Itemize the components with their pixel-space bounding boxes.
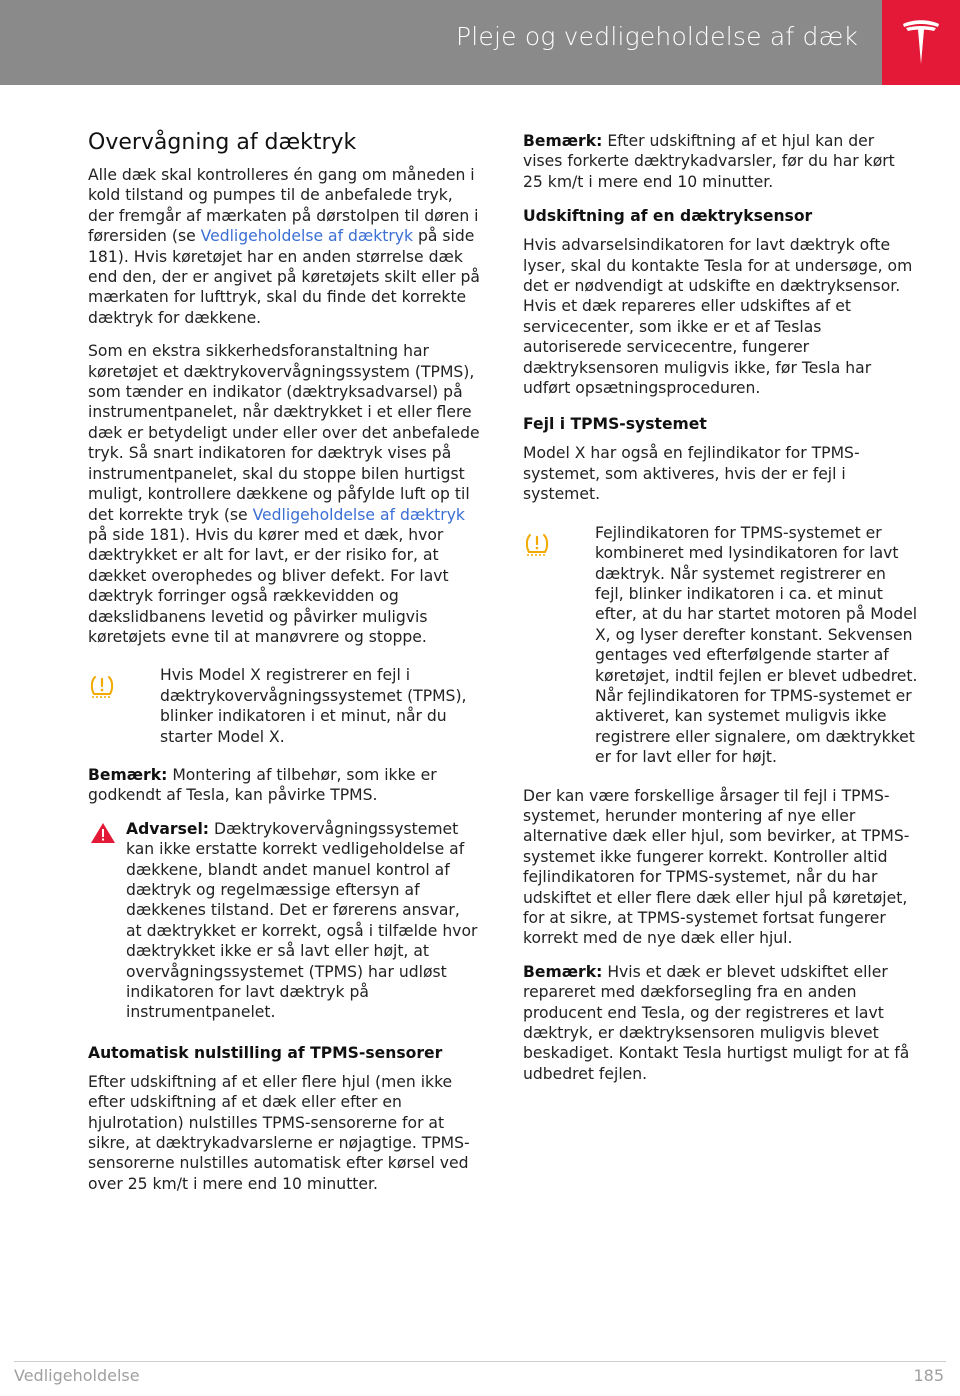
tire-pressure-indicator-icon [523,531,551,562]
note: Bemærk: Montering af tilbehør, som ikke er godkendt af Tesla, kan påvirke TPMS. [88,765,437,805]
page-header [0,0,882,85]
right-column [523,131,918,1097]
link-tire-pressure[interactable]: Vedligeholdelse af dæktryk [200,227,414,246]
footer-section: Vedligeholdelse [14,1366,140,1385]
warning-text: Advarsel: Dæktrykovervågningssystemet kan ikke erstatte korrekt vedligeholdelse af dækkene, blandt andet manuel kontrol af dæktryk og regelmæssige eftersyn af dækkenes tilstand. Det er førerens ansvar, at dæktrykket er korrekt, også i tilfælde hvor dæktrykket ikke er så lavt eller højt, at overvågningssystemet (TPMS) har udløst indikatoren for lavt dæktryk på instrumentpanelet. [126,819,478,1022]
left-column [88,128,480,1207]
callout-text: Hvis Model X registrerer en fejl i dæktrykovervågningssystemet (TPMS), blinker indikatoren i et minut, når du starter Model X. [160,666,467,746]
subheading: Automatisk nulstilling af TPMS-sensorer [88,1043,443,1062]
page-number: 185 [913,1366,944,1385]
warning-triangle-icon [90,822,116,849]
section-heading: Overvågning af dæktryk [88,130,357,155]
callout-text: Fejlindikatoren for TPMS-systemet er kombineret med lysindikatoren for lavt dæktryk. Når systemet registrerer en fejl, blinker indikatoren i ca. et minut efter, at du har startet motoren på Model X, og lyser derefter konstant. Sekvensen gentages ved efterfølgende starter af køretøjet, indtil fejlen er blevet udbedret. Når fejlindikatoren for TPMS-systemet er aktiveret, kan systemet muligvis ikke registrere eller signalere, om dæktrykket er for lavt eller for højt. [595,523,918,767]
tesla-logo-icon [901,18,941,66]
link-tire-pressure[interactable]: Vedligeholdelse af dæktryk [252,505,465,524]
note: Bemærk: Efter udskiftning af et hjul kan der vises forkerte dæktrykadvarsler, før du har kørt 25 km/t i mere end 10 minutter. [523,132,895,191]
paragraph: Der kan være forskellige årsager til fejl i TPMS-systemet, herunder montering af nye eller alternative dæk eller hjul, som bevirker, at TPMS-systemet ikke fungerer korrekt. Kontroller altid fejlindikatoren for TPMS-systemet, når du har udskiftet et eller flere dæk eller hjul på køretøjet, for at sikre, at TPMS-systemet fortsat fungerer korrekt med de nye dæk eller hjul. [523,786,910,948]
indicator-callout [88,665,480,747]
paragraph: Som en ekstra sikkerhedsforanstaltning har køretøjet et dæktrykovervågningssystem (TPMS), som tænder en indikator (dæktryksadvarsel) på instrumentpanelet, når dæktrykket i et eller flere dæk er betydeligt under eller over det anbefalede tryk. Så snart indikatoren for dæktryk vises på instrumentpanelet, skal du stoppe bilen hurtigst muligt, kontrollere dækkene og påfylde luft op til det korrekte tryk (se Vedligeholdelse af dæktryk på side 181). Hvis du kører med et dæk, hvor dæktrykket er alt for lavt, er der risiko for, at dækket overophedes og bliver defekt. For lavt dæktryk forringer også rækkevidden og dækslidbanens levetid og påvirker muligvis køretøjets evne til at manøvrere og stoppe. [88,342,480,646]
paragraph: Efter udskiftning af et eller flere hjul (men ikke efter udskiftning af et dæk eller efter en hjulrotation) nulstilles TPMS-sensorerne for at sikre, at dæktrykadvarslerne er nøjagtige. TPMS-sensorerne nulstilles automatisk efter kørsel ved over 25 km/t i mere end 10 minutter. [88,1072,470,1193]
subheading: Fejl i TPMS-systemet [523,415,707,434]
tire-pressure-indicator-icon [88,673,116,704]
paragraph: Hvis advarselsindikatoren for lavt dæktryk ofte lyser, skal du kontakte Tesla for at undersøge, om det er nødvendigt at udskifte en dæktryksensor. Hvis et dæk repareres eller udskiftes af et servicecenter, som ikke er et af Teslas autoriserede servicecentre, fungerer dæktryksensoren muligvis ikke, før Tesla har udført opsætningsproceduren. [523,236,913,398]
indicator-callout [523,523,918,768]
paragraph: Model X har også en fejlindikator for TPMS-systemet, som aktiveres, hvis der er fejl i systemet. [523,444,860,504]
tesla-logo [882,0,960,85]
footer-divider [14,1361,946,1362]
warning-block [88,819,480,1023]
note: Bemærk: Hvis et dæk er blevet udskiftet eller repareret med dækforsegling fra en anden producent end Tesla, og der registreres et lavt dæktryk, er dæktryksensoren muligvis blevet beskadiget. Kontakt Tesla hurtigst muligt for at få udbedret fejlen. [523,962,910,1083]
page-title: Pleje og vedligeholdelse af dæk [455,22,858,51]
subheading: Udskiftning af en dæktryksensor [523,207,813,226]
paragraph: Alle dæk skal kontrolleres én gang om måneden i kold tilstand og pumpes til de anbefalede tryk, der fremgår af mærkaten på dørstolpen til døren i førersiden (se Vedligeholdelse af dæktryk på side 181). Hvis køretøjet har en anden størrelse dæk end den, der er angivet på køretøjets skilt eller på mærkaten for lufttryk, skal du finde det korrekte dæktryk for dækkene. [88,166,480,327]
